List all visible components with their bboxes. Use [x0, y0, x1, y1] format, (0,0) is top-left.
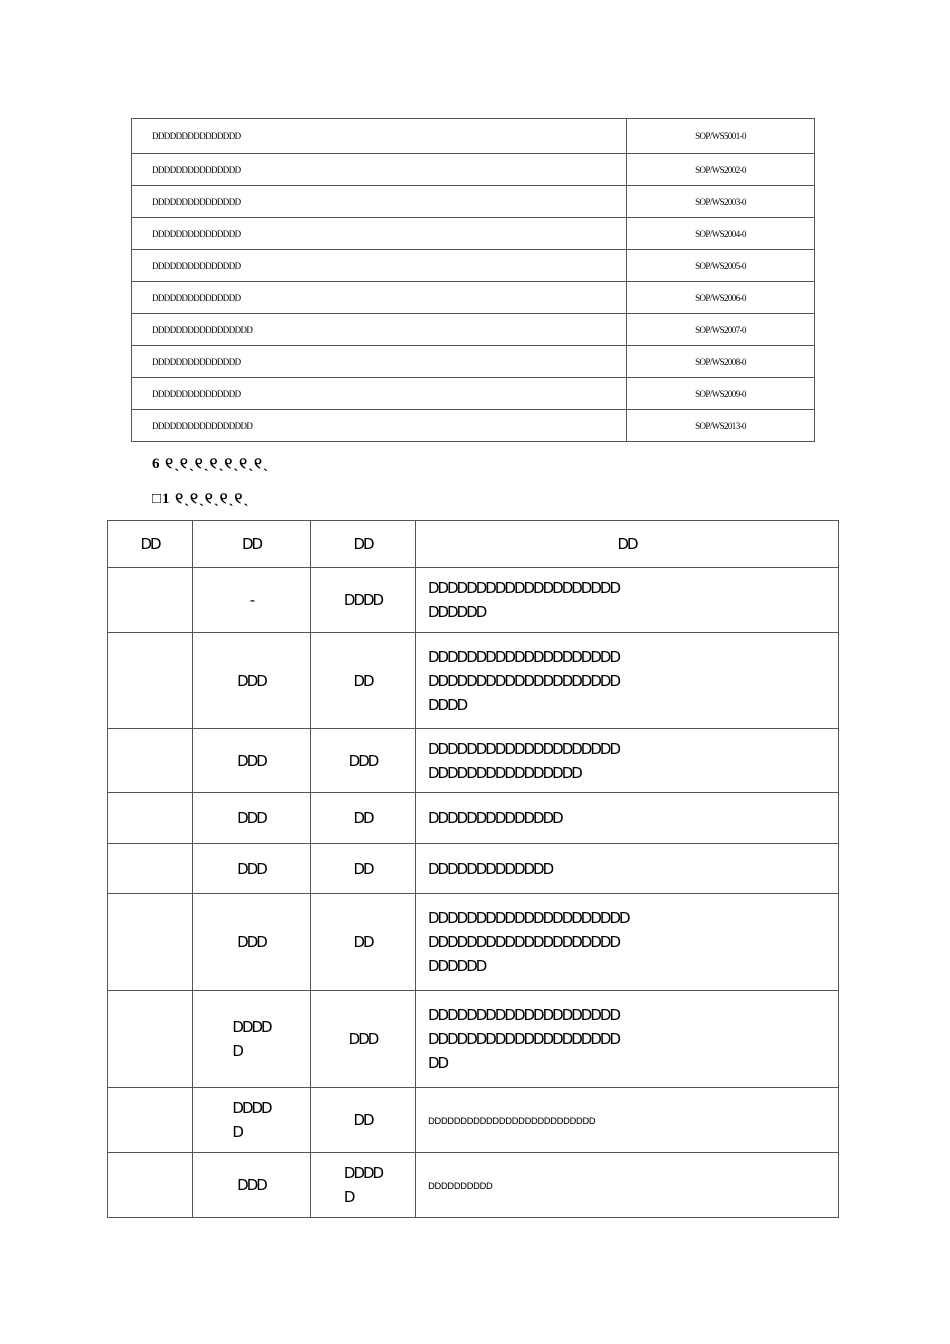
sop-code: SOP/WS2009-0 [627, 378, 815, 410]
column-header: DD [193, 521, 311, 568]
sop-name: DDDDDDDDDDDDDDD [132, 346, 627, 378]
table-row [132, 154, 815, 186]
sop-name: DDDDDDDDDDDDDDD [132, 119, 627, 154]
table-row [108, 793, 839, 844]
cell: DDDD D [193, 991, 311, 1088]
cell [108, 1088, 193, 1153]
cell: DD [311, 793, 416, 844]
table-row [108, 1153, 839, 1218]
table-row [108, 991, 839, 1088]
column-header: DD [108, 521, 193, 568]
cell: DDD [311, 729, 416, 793]
table-row [132, 314, 815, 346]
description-cell: DDDDDDDDDDDDDDDDDDDD DDDDDDDDDDDDDDDDDDDD DD [416, 991, 839, 1088]
description-cell: DDDDDDDDDDDDDDDDDDDD DDDDDDDDDDDDDDDD [416, 729, 839, 793]
sop-name: DDDDDDDDDDDDDDDDD [132, 410, 627, 442]
table-row [108, 568, 839, 633]
cell: DDD [193, 793, 311, 844]
requirements-table [107, 520, 839, 1218]
description-cell: DDDDDDDDDDDDDD [416, 793, 839, 844]
description-cell: DDDDDDDDDD [416, 1153, 839, 1218]
table-row [108, 1088, 839, 1153]
table-row [132, 282, 815, 314]
cell: DD [311, 894, 416, 991]
sop-name: DDDDDDDDDDDDDDD [132, 378, 627, 410]
cell: DDD [311, 991, 416, 1088]
cell: DDDD D [311, 1153, 416, 1218]
table-row [108, 894, 839, 991]
description-cell: DDDDDDDDDDDDD [416, 844, 839, 894]
description-cell: DDDDDDDDDDDDDDDDDDDDD DDDDDDDDDDDDDDDDDDDD DDDDDD [416, 894, 839, 991]
cell: DDDD [311, 568, 416, 633]
cell [108, 568, 193, 633]
sop-name: DDDDDDDDDDDDDDD [132, 282, 627, 314]
description-cell: DDDDDDDDDDDDDDDDDDDD DDDDDDDDDDDDDDDDDDDD DDDD [416, 633, 839, 729]
table-row [132, 250, 815, 282]
cell: DDD [193, 894, 311, 991]
cell [108, 793, 193, 844]
table-row [132, 346, 815, 378]
cell [108, 894, 193, 991]
cell: DDD [193, 1153, 311, 1218]
cell: DD [311, 633, 416, 729]
cell: DDD [193, 844, 311, 894]
cell: - [193, 568, 311, 633]
sop-code: SOP/WS2008-0 [627, 346, 815, 378]
cell: DDD [193, 633, 311, 729]
sop-index-table [131, 118, 815, 442]
sop-code: SOP/WS2006-0 [627, 282, 815, 314]
subsection-heading: □1 ୧ˎ୧ˎ୧ˎ୧ˎ୧ˎ [152, 491, 250, 507]
cell: DDDD D [193, 1088, 311, 1153]
description-cell: DDDDDDDDDDDDDDDDDDDD DDDDDD [416, 568, 839, 633]
cell: DD [311, 1088, 416, 1153]
table-row [132, 410, 815, 442]
description-cell: DDDDDDDDDDDDDDDDDDDDDDDDDD [416, 1088, 839, 1153]
cell [108, 991, 193, 1088]
sop-name: DDDDDDDDDDDDDDD [132, 154, 627, 186]
table-row [132, 218, 815, 250]
cell [108, 729, 193, 793]
cell: DDD [193, 729, 311, 793]
sop-code: SOP/WS2007-0 [627, 314, 815, 346]
sop-name: DDDDDDDDDDDDDDD [132, 250, 627, 282]
section-heading: 6 ୧ˎ୧ˎ୧ˎ୧ˎ୧ˎ୧ˎ୧ˎ [152, 456, 269, 472]
table-row [132, 378, 815, 410]
column-header: DD [416, 521, 839, 568]
sop-name: DDDDDDDDDDDDDDD [132, 186, 627, 218]
table-row [108, 844, 839, 894]
sop-code: SOP/WS2004-0 [627, 218, 815, 250]
sop-code: SOP/WS5001-0 [627, 119, 815, 154]
cell [108, 633, 193, 729]
table-row [108, 633, 839, 729]
table-row [108, 729, 839, 793]
sop-code: SOP/WS2013-0 [627, 410, 815, 442]
sop-name: DDDDDDDDDDDDDDDDD [132, 314, 627, 346]
table-header-row [108, 521, 839, 568]
sop-code: SOP/WS2003-0 [627, 186, 815, 218]
table-row [132, 186, 815, 218]
cell [108, 844, 193, 894]
sop-code: SOP/WS2005-0 [627, 250, 815, 282]
cell [108, 1153, 193, 1218]
cell: DD [311, 844, 416, 894]
column-header: DD [311, 521, 416, 568]
sop-code: SOP/WS2002-0 [627, 154, 815, 186]
sop-name: DDDDDDDDDDDDDDD [132, 218, 627, 250]
table-row [132, 119, 815, 154]
